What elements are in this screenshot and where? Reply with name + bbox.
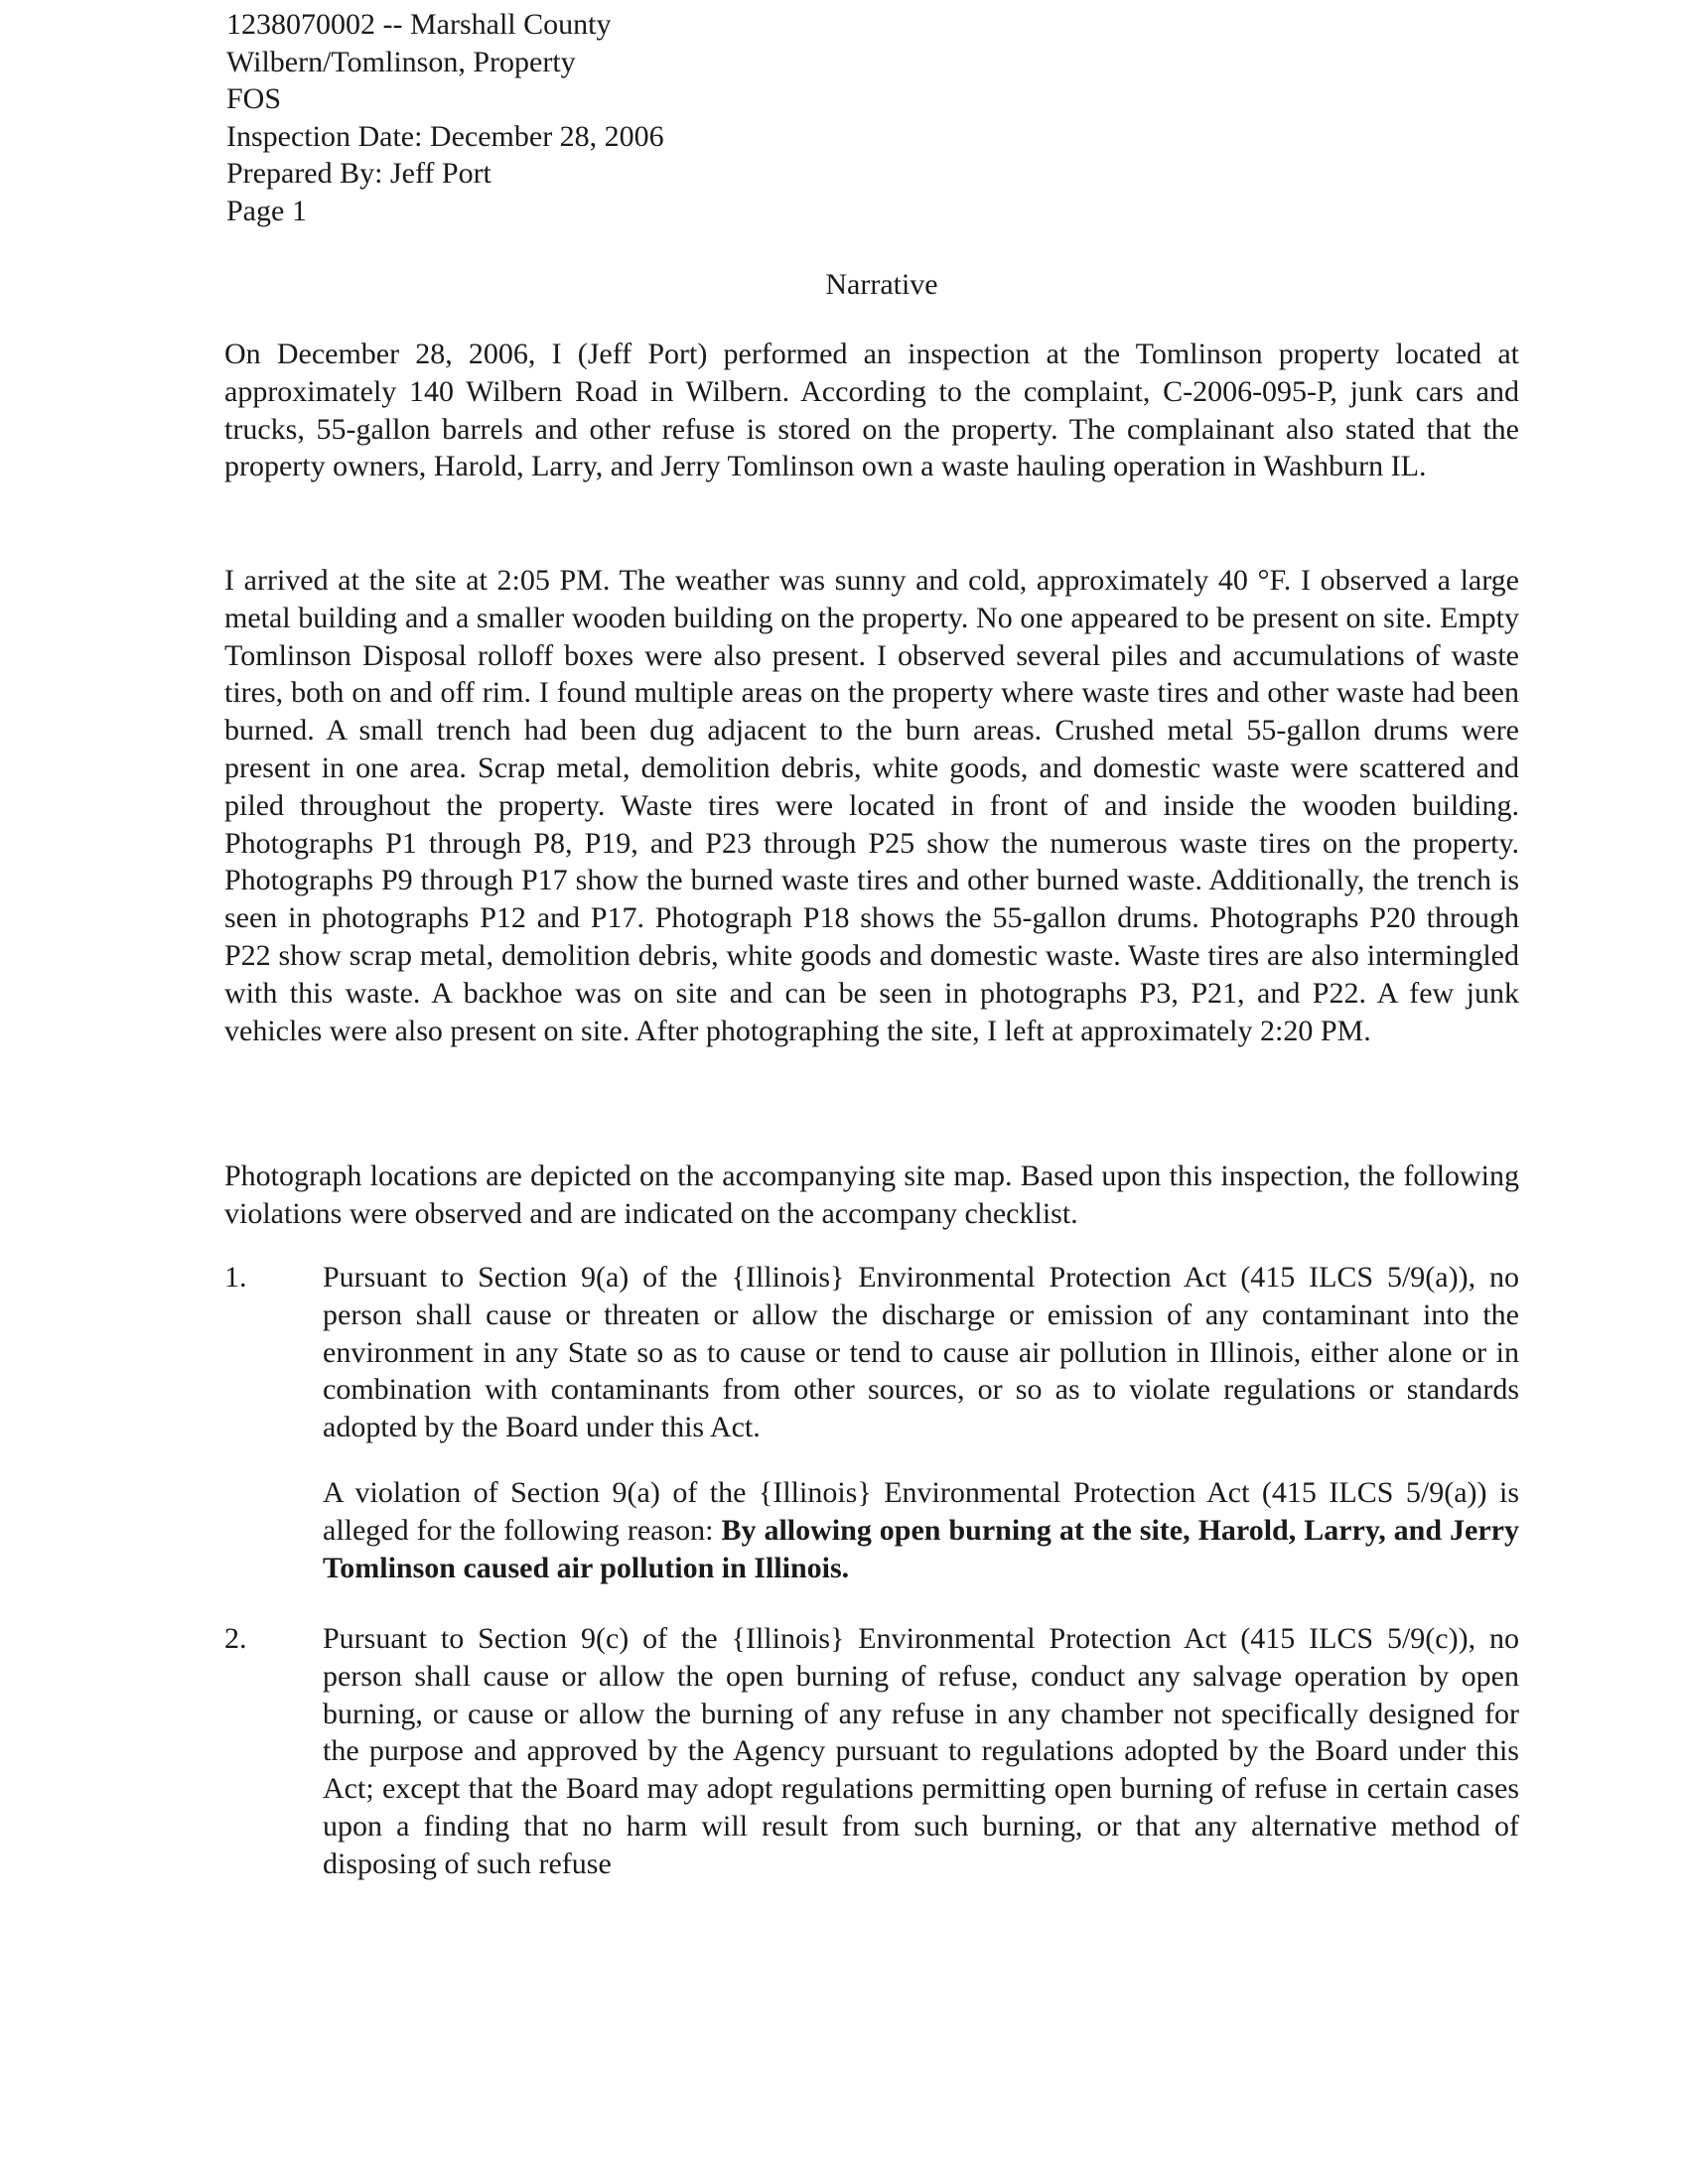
violation-number: 1. [224,1261,247,1294]
narrative-paragraph-observations: I arrived at the site at 2:05 PM. The weather was sunny and cold, approximately 40 °F. I observed a large metal building and a smaller wooden building on the property. No one appeared to be present on site. Empty Tomlinson Disposal rolloff boxes were also present. I observed several piles and accumulations of waste tires, both on and off rim. I found multiple areas on the property where waste tires and other waste had been burned. A small trench had been dug adjacent to the burn areas. Crushed metal 55-gallon drums were present in one area. Scrap metal, demolition debris, white goods, and domestic waste were scattered and piled throughout the property. Waste tires were located in front of and inside the wooden building. Photographs P1 through P8, P19, and P23 through P25 show the numerous waste tires on the property. Photographs P9 through P17 show the burned waste tires and other burned waste. Additionally, the trench is seen in photographs P12 and P17. Photograph P18 shows the 55-gallon drums. Photographs P20 through P22 show scrap metal, demolition debris, white goods and domestic waste. Waste tires are also intermingled with this waste. A backhoe was on site and can be seen in photographs P3, P21, and P22. A few junk vehicles were also present on site. After photographing the site, I left at approximately 2:20 PM. [224,564,1519,1047]
header-site-name: Wilbern/Tomlinson, Property [226,45,576,78]
violation-allegation [323,1474,1519,1586]
header-prepared-by: Prepared By: Jeff Port [226,157,491,190]
header-inspection-date: Inspection Date: December 28, 2006 [226,119,664,153]
violation-item-2 [224,1620,1519,1883]
violation-item-1 [224,1259,1519,1446]
violation-item-1-allegation [224,1474,1519,1586]
header-program: FOS [226,82,282,115]
narrative-paragraph-violations-intro: Photograph locations are depicted on the accompanying site map. Based upon this inspection, the following violations were observed and are indicated on the accompany checklist. [224,1160,1519,1230]
violation-allegation-intro: A violation of Section 9(a) of the {Illinois} Environmental Protection Act (415 ILCS 5/9(a)) is alleged for the following reason: [323,1476,1519,1547]
narrative-paragraph-complaint: On December 28, 2006, I (Jeff Port) performed an inspection at the Tomlinson property located at approximately 140 Wilbern Road in Wilbern. According to the complaint, C-2006-095-P, junk cars and trucks, 55-gallon barrels and other refuse is stored on the property. The complainant also stated that the property owners, Harold, Larry, and Jerry Tomlinson own a waste hauling operation in Washburn IL. [224,338,1519,483]
document-header [226,6,664,229]
section-title: Narrative [825,268,938,301]
violation-statute-text: Pursuant to Section 9(a) of the {Illinois} Environmental Protection Act (415 ILCS 5/9(a)), no person shall cause or threaten or allow the discharge or emission of any contaminant into the environment in any State so as to cause or tend to cause air pollution in Illinois, either alone or in combination with contaminants from other sources, or so as to violate regulations or standards adopted by the Board under this Act. [323,1261,1519,1444]
header-facility-id: 1238070002 -- Marshall County [226,8,612,41]
header-page-number: Page 1 [226,194,307,227]
violation-number: 2. [224,1622,247,1655]
section-title-wrapper [0,266,1684,304]
violation-statute-text: Pursuant to Section 9(c) of the {Illinois} Environmental Protection Act (415 ILCS 5/9(c)), no person shall cause or allow the open burning of refuse, conduct any salvage operation by open burning, or cause or allow the burning of any refuse in any chamber not specifically designed for the purpose and approved by the Agency pursuant to regulations adopted by the Board under this Act; except that the Board may adopt regulations permitting open burning of refuse in certain cases upon a finding that no harm will result from such burning, or that any alternative method of disposing of such refuse [323,1622,1519,1880]
violation-allegation-reason: By allowing open burning at the site, Harold, Larry, and Jerry Tomlinson caused air pollution in Illinois. [323,1513,1519,1584]
